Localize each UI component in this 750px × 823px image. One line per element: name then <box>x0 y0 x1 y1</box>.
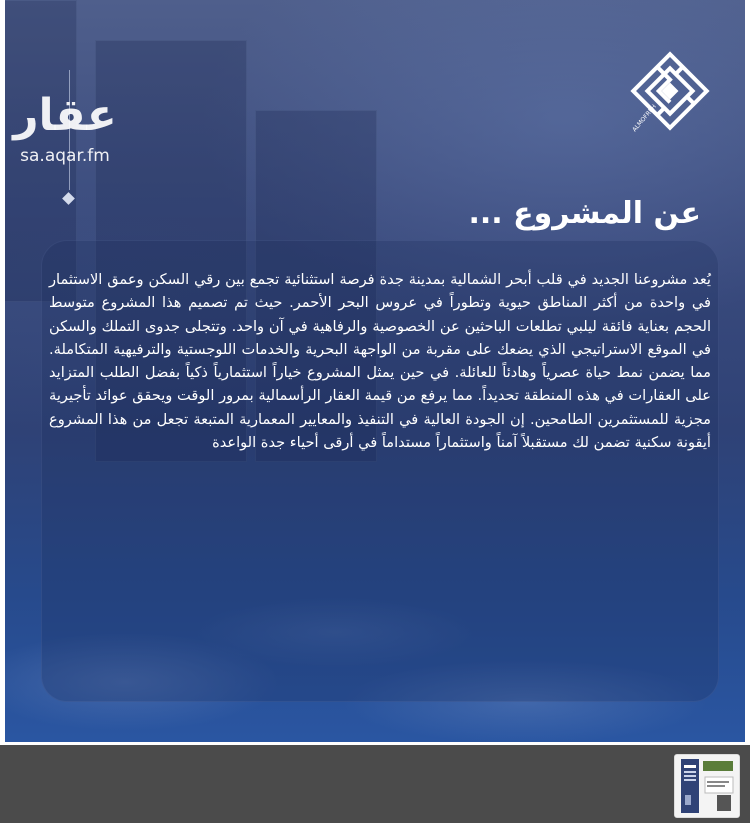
aqar-url: sa.aqar.fm <box>20 146 110 166</box>
thumbnail-strip <box>0 745 750 823</box>
project-description: يُعد مشروعنا الجديد في قلب أبحر الشمالية بمدينة جدة فرصة استثنائية تجمع بين رقي السكن وعمق الاستثمار في واحدة من أكثر المناطق حيوية وتطوراً في عروس البحر الأحمر. حيث تم تصميم هذا المشروع متوسط الحجم بعناية فائقة ليلبي تطلعات الباحثين عن الخصوصية والرفاهية في آن واحد. وتتجلى جدوى التملك والسكن في الموقع الاستراتيجي الذي يضعك على مقربة من الواجهة البحرية والخدمات اللوجستية والترفيهية المتكاملة. مما يضمن نمط حياة عصرياً وهادئاً للعائلة. في حين يمثل المشروع خياراً استثمارياً ذكياً بفضل الطلب المتزايد على العقارات في هذه المنطقة تحديداً. مما يرفع من قيمة العقار الرأسمالية بمرور الوقت ويحقق عوائد تأجيرية مجزية للمستثمرين الطامحين. إن الجودة العالية في التنفيذ والمعايير المعمارية المتبعة تجعل من هذا المشروع أيقونة سكنية تضمن لك مستقبلاً آمناً واستثماراً مستداماً في أرقى أحياء جدة الواعدة <box>49 271 711 452</box>
thumbnail-preview-icon <box>675 755 739 817</box>
section-title: عن المشروع ... <box>468 196 701 231</box>
brand-name: ALMOFREH <box>631 103 658 134</box>
listing-thumbnail[interactable] <box>674 754 740 818</box>
almofreh-logo-icon <box>625 46 715 136</box>
aqar-logo: عقار <box>13 90 117 141</box>
listing-image <box>5 0 745 742</box>
aqar-watermark <box>5 92 125 166</box>
